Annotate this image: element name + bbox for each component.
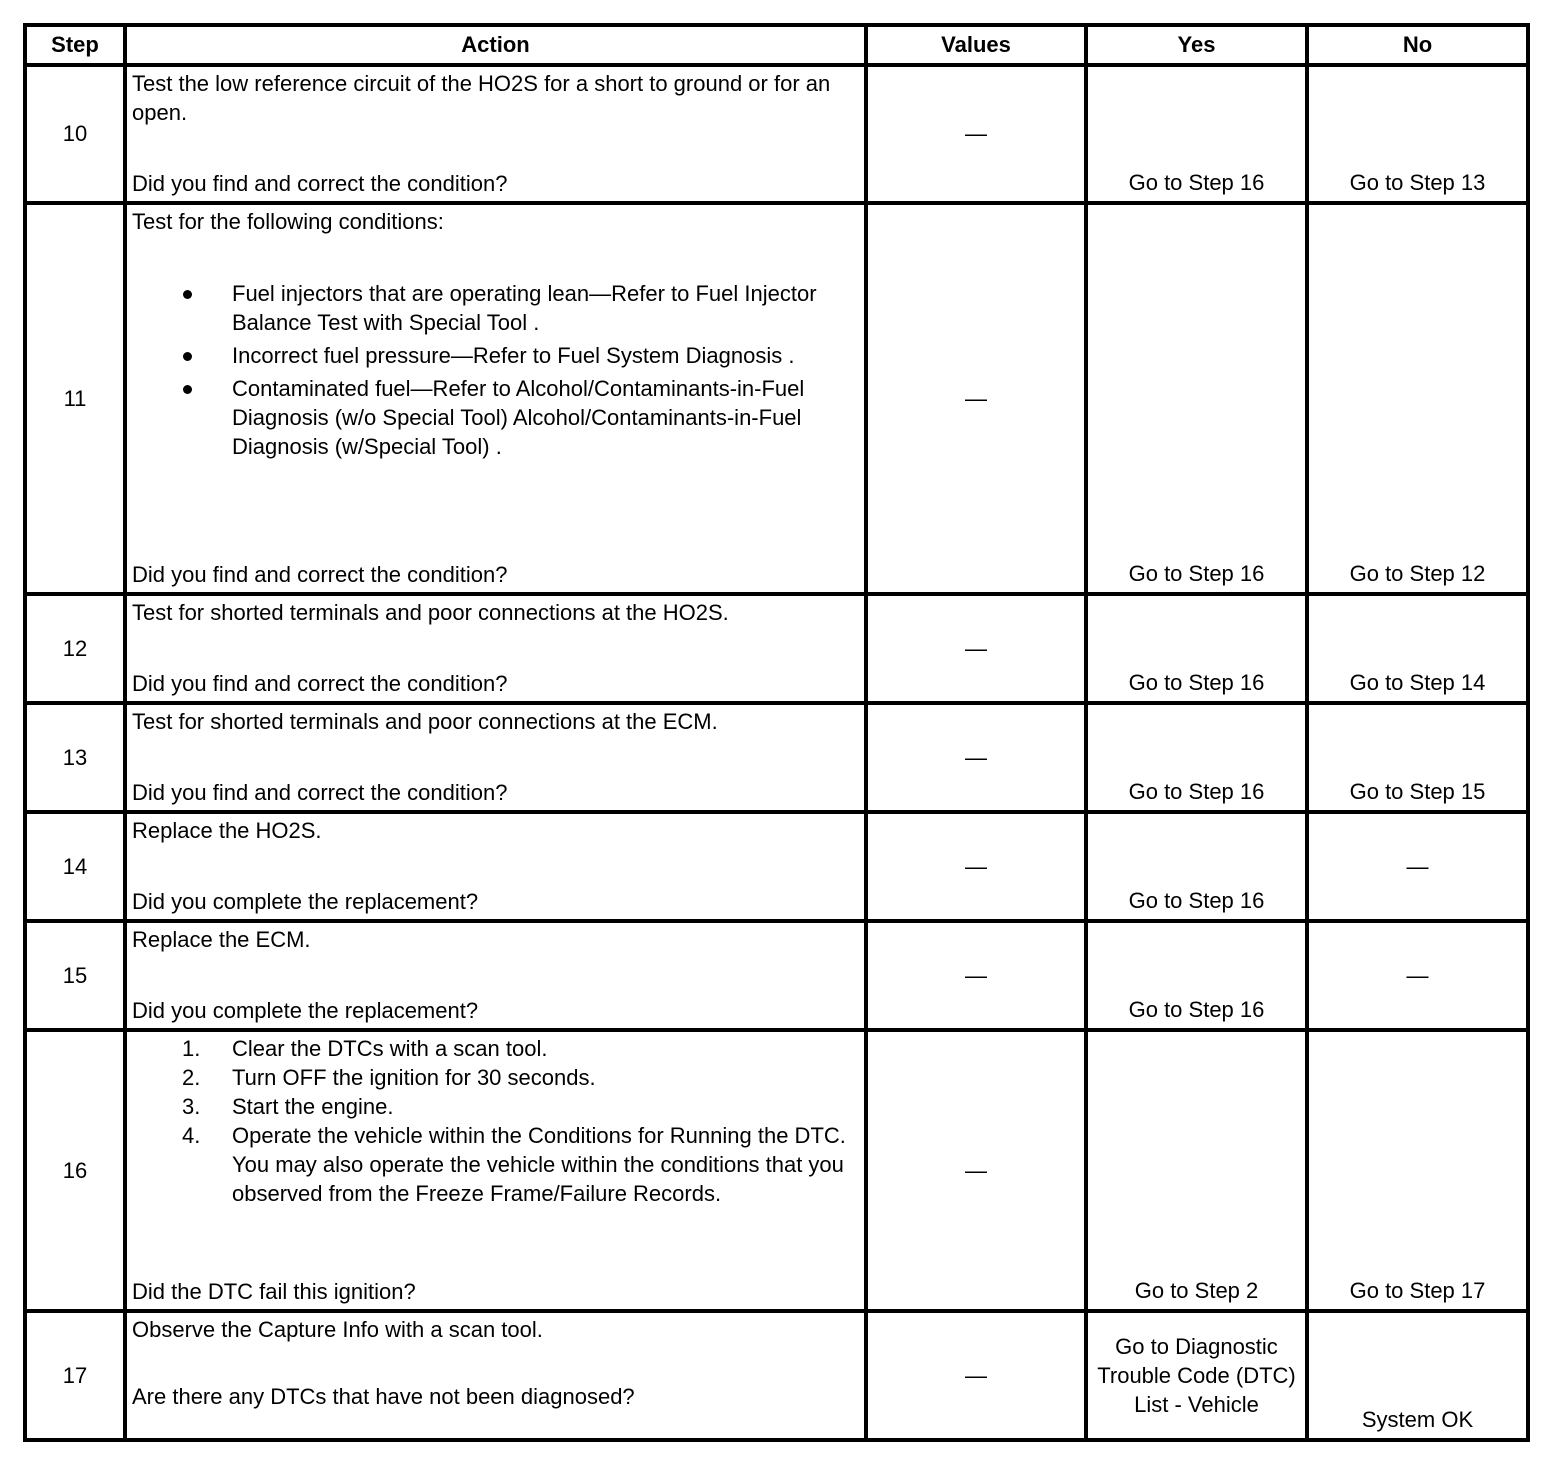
action-text: Replace the ECM. bbox=[132, 927, 311, 952]
no-cell: Go to Step 17 bbox=[1307, 1030, 1528, 1311]
yes-cell: Go to Step 16 bbox=[1086, 65, 1307, 203]
action-cell bbox=[125, 594, 866, 703]
action-cell bbox=[125, 65, 866, 203]
header-no: No bbox=[1307, 25, 1528, 65]
action-cell bbox=[125, 203, 866, 594]
yes-cell: Go to Step 2 bbox=[1086, 1030, 1307, 1311]
step-number: 13 bbox=[25, 703, 125, 812]
values-cell: — bbox=[866, 203, 1086, 594]
table-row bbox=[25, 1030, 1528, 1311]
action-text: Test for the following conditions: bbox=[132, 209, 444, 234]
header-yes: Yes bbox=[1086, 25, 1307, 65]
action-question: Did the DTC fail this ignition? bbox=[132, 1279, 416, 1304]
bullet-icon bbox=[183, 290, 192, 299]
no-cell: — bbox=[1307, 921, 1528, 1030]
no-cell: Go to Step 15 bbox=[1307, 703, 1528, 812]
list-item: 3. Start the engine. bbox=[182, 1094, 394, 1119]
header-action: Action bbox=[125, 25, 866, 65]
step-number: 17 bbox=[25, 1311, 125, 1440]
action-text: Test for shorted terminals and poor connections at the ECM. bbox=[132, 709, 718, 734]
no-cell: — bbox=[1307, 812, 1528, 921]
action-cell bbox=[125, 703, 866, 812]
values-cell: — bbox=[866, 1030, 1086, 1311]
no-cell: Go to Step 14 bbox=[1307, 594, 1528, 703]
yes-cell: Go to Step 16 bbox=[1086, 921, 1307, 1030]
action-text: Replace the HO2S. bbox=[132, 818, 322, 843]
list-item: Fuel injectors that are operating lean—Refer to Fuel Injector Balance Test with Special Tool . bbox=[132, 279, 860, 337]
values-cell: — bbox=[866, 1311, 1086, 1440]
bullet-icon bbox=[183, 352, 192, 361]
table-row bbox=[25, 594, 1528, 703]
bullet-icon bbox=[183, 385, 192, 394]
table-row bbox=[25, 1311, 1528, 1440]
header-row bbox=[25, 25, 1528, 65]
yes-cell: Go to Step 16 bbox=[1086, 203, 1307, 594]
table-row bbox=[25, 703, 1528, 812]
action-text: Test for shorted terminals and poor connections at the HO2S. bbox=[132, 600, 729, 625]
action-cell bbox=[125, 921, 866, 1030]
values-cell: — bbox=[866, 812, 1086, 921]
table-row bbox=[25, 203, 1528, 594]
no-cell: System OK bbox=[1307, 1311, 1528, 1440]
values-cell: — bbox=[866, 703, 1086, 812]
action-question: Are there any DTCs that have not been diagnosed? bbox=[132, 1384, 635, 1409]
no-cell: Go to Step 12 bbox=[1307, 203, 1528, 594]
condition-list bbox=[132, 279, 860, 461]
yes-cell: Go to Step 16 bbox=[1086, 703, 1307, 812]
list-item: Contaminated fuel—Refer to Alcohol/Contaminants-in-Fuel Diagnosis (w/o Special Tool) Alcohol/Contaminants-in-Fuel Diagnosis (w/Special Tool) . bbox=[132, 374, 860, 461]
action-text: Observe the Capture Info with a scan tool. bbox=[132, 1317, 543, 1342]
table-row bbox=[25, 812, 1528, 921]
action-text: Test the low reference circuit of the HO2S for a short to ground or for an open. bbox=[132, 71, 831, 125]
yes-cell: Go to Step 16 bbox=[1086, 812, 1307, 921]
step-number: 16 bbox=[25, 1030, 125, 1311]
step-number: 10 bbox=[25, 65, 125, 203]
list-item: Incorrect fuel pressure—Refer to Fuel System Diagnosis . bbox=[132, 341, 860, 370]
values-cell: — bbox=[866, 594, 1086, 703]
step-number: 11 bbox=[25, 203, 125, 594]
action-cell bbox=[125, 1311, 866, 1440]
action-cell bbox=[125, 1030, 866, 1311]
step-number: 12 bbox=[25, 594, 125, 703]
header-values: Values bbox=[866, 25, 1086, 65]
header-step: Step bbox=[25, 25, 125, 65]
table-row bbox=[25, 921, 1528, 1030]
action-question: Did you find and correct the condition? bbox=[132, 171, 508, 196]
values-cell: — bbox=[866, 921, 1086, 1030]
table-row bbox=[25, 65, 1528, 203]
values-cell: — bbox=[866, 65, 1086, 203]
yes-cell: Go to Step 16 bbox=[1086, 594, 1307, 703]
list-item: 4. Operate the vehicle within the Conditions for Running the DTC. You may also operate the vehicle within the conditions that you observed from the Freeze Frame/Failure Records. bbox=[182, 1123, 846, 1206]
step-number: 14 bbox=[25, 812, 125, 921]
diagnostic-table bbox=[23, 23, 1530, 1442]
action-question: Did you find and correct the condition? bbox=[132, 562, 508, 587]
list-item: 1. Clear the DTCs with a scan tool. bbox=[182, 1036, 548, 1061]
action-cell bbox=[125, 812, 866, 921]
no-cell: Go to Step 13 bbox=[1307, 65, 1528, 203]
list-item: 2. Turn OFF the ignition for 30 seconds. bbox=[182, 1065, 596, 1090]
action-question: Did you complete the replacement? bbox=[132, 889, 479, 914]
procedure-list bbox=[132, 1034, 860, 1208]
action-question: Did you find and correct the condition? bbox=[132, 780, 508, 805]
yes-cell: Go to Diagnostic Trouble Code (DTC) List - Vehicle bbox=[1086, 1311, 1307, 1440]
action-question: Did you find and correct the condition? bbox=[132, 671, 508, 696]
step-number: 15 bbox=[25, 921, 125, 1030]
action-question: Did you complete the replacement? bbox=[132, 998, 479, 1023]
